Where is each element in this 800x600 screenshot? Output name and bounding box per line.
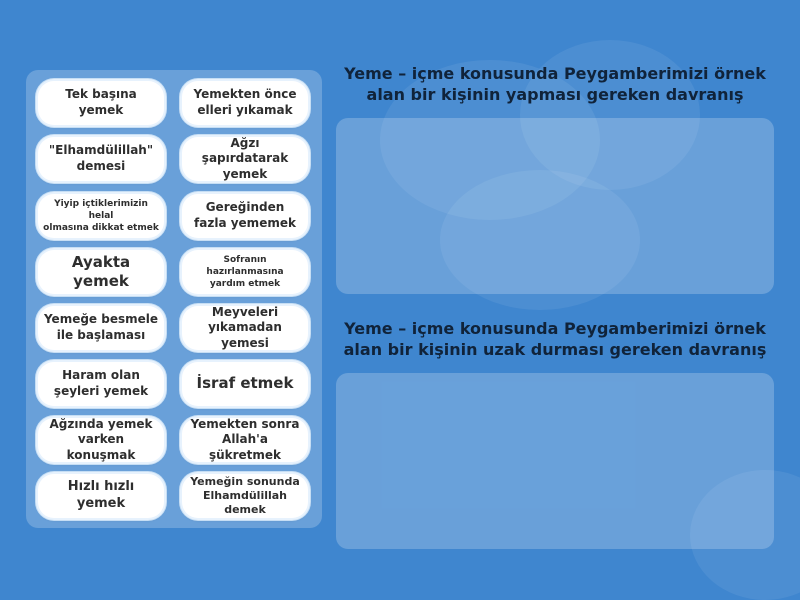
drop-zone-yapmasi-gereken[interactable] xyxy=(336,118,774,294)
card-yemegin-sonunda-elhamdulillah[interactable]: Yemeğin sonunda Elhamdülillah demek xyxy=(182,474,308,518)
zone-title-yapmasi-gereken: Yeme – içme konusunda Peygamberimizi örnek alan bir kişinin yapması gereken davranış xyxy=(344,64,766,104)
card-tek-basina-yemek[interactable]: Tek başına yemek xyxy=(38,81,164,125)
card-elhamdulillah-demesi[interactable]: "Elhamdülillah" demesi xyxy=(38,137,164,181)
card-helal-dikkat-etmek[interactable]: Yiyip içtiklerimizin helal olmasına dikkat etmek xyxy=(38,194,164,238)
zone-title-uzak-durmasi-gereken: Yeme – içme konusunda Peygamberimizi örnek alan bir kişinin uzak durması gereken davranış xyxy=(343,319,767,359)
drop-zone-uzak-durmasi-gereken[interactable] xyxy=(336,373,774,549)
card-yemekten-sonra-allaha-sukretmek[interactable]: Yemekten sonra Allah'a şükretmek xyxy=(182,418,308,462)
card-sofra-hazirlanmasina-yardim[interactable]: Sofranın hazırlanmasına yardım etmek xyxy=(182,250,308,294)
card-ayakta-yemek[interactable]: Ayakta yemek xyxy=(38,250,164,294)
card-agzi-sapirdatarak-yemek[interactable]: Ağzı şapırdatarak yemek xyxy=(182,137,308,181)
card-yemekten-once-elleri-yikamak[interactable]: Yemekten önce elleri yıkamak xyxy=(182,81,308,125)
card-geregiden-fazla-yememek[interactable]: Gereğinden fazla yememek xyxy=(182,194,308,238)
card-haram-olan-seyleri-yemek[interactable]: Haram olan şeyleri yemek xyxy=(38,362,164,406)
card-agzinda-yemek-varken-konusmak[interactable]: Ağzında yemek varken konuşmak xyxy=(38,418,164,462)
card-hizli-hizli-yemek[interactable]: Hızlı hızlı yemek xyxy=(38,474,164,518)
card-meyveleri-yikamadan-yemesi[interactable]: Meyveleri yıkamadan yemesi xyxy=(182,306,308,350)
card-yemege-besmele-ile-baslamasi[interactable]: Yemeğe besmele ile başlaması xyxy=(38,306,164,350)
card-israf-etmek[interactable]: İsraf etmek xyxy=(182,362,308,406)
